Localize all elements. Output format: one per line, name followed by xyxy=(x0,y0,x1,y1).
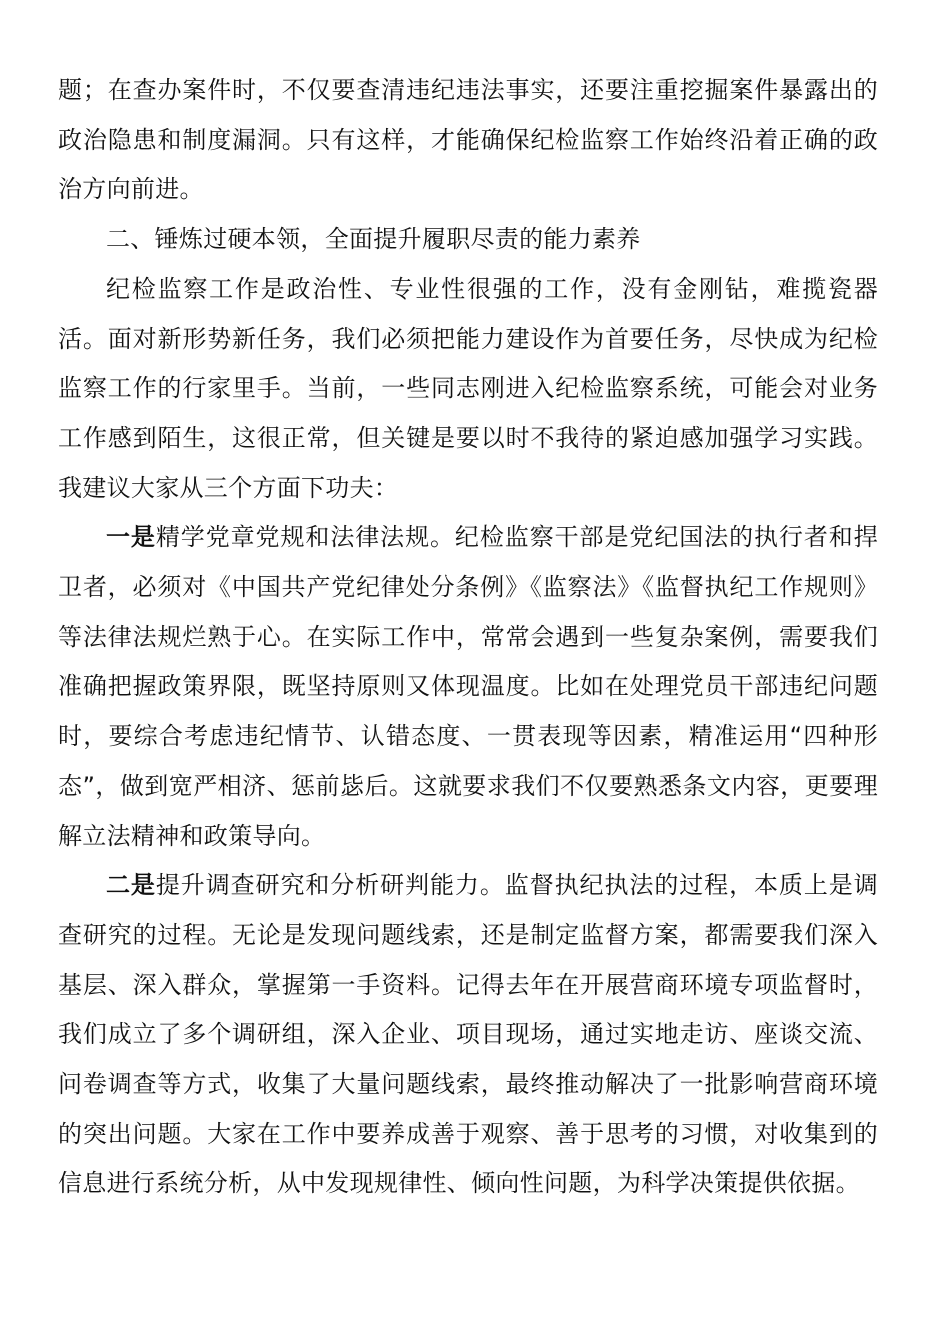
paragraph-point-two xyxy=(58,861,878,1209)
point-one-text: 精学党章党规和法律法规。纪检监察干部是党纪国法的执行者和捍卫者，必须对《中国共产党纪律处分条例》《监察法》《监督执纪工作规则》等法律法规烂熟于心。在实际工作中，常常会遇到一些复杂案例，需要我们准确把握政策界限，既坚持原则又体现温度。比如在处理党员干部违纪问题时，要综合考虑违纪情节、认错态度、一贯表现等因素，精准运用“四种形态”，做到宽严相济、惩前毖后。这就要求我们不仅要熟悉条文内容，更要理解立法精神和政策导向。 xyxy=(58,523,878,850)
paragraph-continuation: 题；在查办案件时，不仅要查清违纪违法事实，还要注重挖掘案件暴露出的政治隐患和制度漏洞。只有这样，才能确保纪检监察工作始终沿着正确的政治方向前进。 xyxy=(58,76,878,204)
paragraph-intro: 纪检监察工作是政治性、专业性很强的工作，没有金刚钻，难揽瓷器活。面对新形势新任务，我们必须把能力建设作为首要任务，尽快成为纪检监察工作的行家里手。当前，一些同志刚进入纪检监察系统，可能会对业务工作感到陌生，这很正常，但关键是要以时不我待的紧迫感加强学习实践。我建议大家从三个方面下功夫： xyxy=(58,274,878,502)
point-two-text: 提升调查研究和分析研判能力。监督执纪执法的过程，本质上是调查研究的过程。无论是发现问题线索，还是制定监督方案，都需要我们深入基层、深入群众，掌握第一手资料。记得去年在开展营商环境专项监督时，我们成立了多个调研组，深入企业、项目现场，通过实地走访、座谈交流、问卷调查等方式，收集了大量问题线索，最终推动解决了一批影响营商环境的突出问题。大家在工作中要养成善于观察、善于思考的习惯，对收集到的信息进行系统分析，从中发现规律性、倾向性问题，为科学决策提供依据。 xyxy=(58,871,878,1198)
section-heading: 二、锤炼过硬本领，全面提升履职尽责的能力素养 xyxy=(106,225,641,254)
point-two-lead: 二是 xyxy=(106,871,156,900)
point-one-lead: 一是 xyxy=(106,523,156,552)
paragraph-point-one xyxy=(58,513,878,861)
document-body xyxy=(58,66,878,1209)
